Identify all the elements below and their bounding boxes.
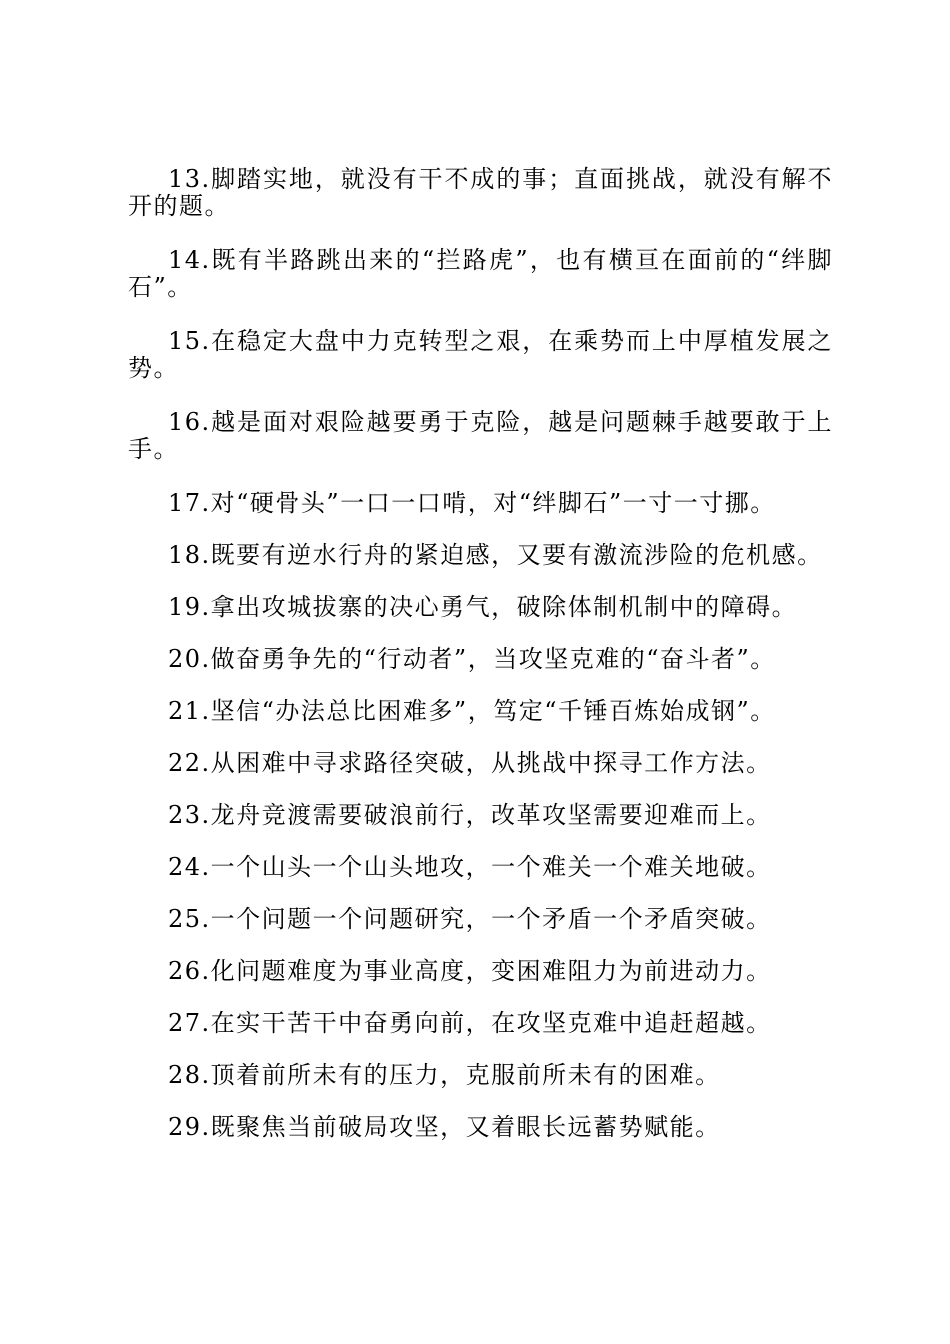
paragraph-25: 25.一个问题一个问题研究，一个矛盾一个矛盾突破。 bbox=[168, 905, 772, 933]
paragraph-23: 23.龙舟竞渡需要破浪前行，改革攻坚需要迎难而上。 bbox=[168, 801, 772, 829]
paragraph-16: 16.越是面对艰险越要勇于克险，越是问题棘手越要敢于上手。 bbox=[128, 408, 833, 463]
paragraph-15: 15.在稳定大盘中力克转型之艰，在乘势而上中厚植发展之势。 bbox=[128, 327, 833, 382]
paragraph-26: 26.化问题难度为事业高度，变困难阻力为前进动力。 bbox=[168, 957, 772, 985]
paragraph-24: 24.一个山头一个山头地攻，一个难关一个难关地破。 bbox=[168, 853, 772, 881]
document-body bbox=[128, 166, 833, 1166]
paragraph-29: 29.既聚焦当前破局攻坚，又着眼长远蓄势赋能。 bbox=[168, 1113, 721, 1141]
paragraph-27: 27.在实干苦干中奋勇向前，在攻坚克难中追赶超越。 bbox=[168, 1009, 772, 1037]
paragraph-19: 19.拿出攻城拔寨的决心勇气，破除体制机制中的障碍。 bbox=[168, 593, 798, 621]
paragraph-28: 28.顶着前所未有的压力，克服前所未有的困难。 bbox=[168, 1061, 721, 1089]
paragraph-17: 17.对“硬骨头”一口一口啃，对“绊脚石”一寸一寸挪。 bbox=[168, 489, 776, 517]
paragraph-21: 21.坚信“办法总比困难多”，笃定“千锤百炼始成钢”。 bbox=[168, 697, 776, 725]
paragraph-13: 13.脚踏实地，就没有干不成的事；直面挑战，就没有解不开的题。 bbox=[128, 165, 833, 220]
paragraph-22: 22.从困难中寻求路径突破，从挑战中探寻工作方法。 bbox=[168, 749, 772, 777]
paragraph-18: 18.既要有逆水行舟的紧迫感，又要有激流涉险的危机感。 bbox=[168, 541, 823, 569]
paragraph-14: 14.既有半路跳出来的“拦路虎”，也有横亘在面前的“绊脚石”。 bbox=[128, 246, 833, 301]
paragraph-20: 20.做奋勇争先的“行动者”，当攻坚克难的“奋斗者”。 bbox=[168, 645, 776, 673]
